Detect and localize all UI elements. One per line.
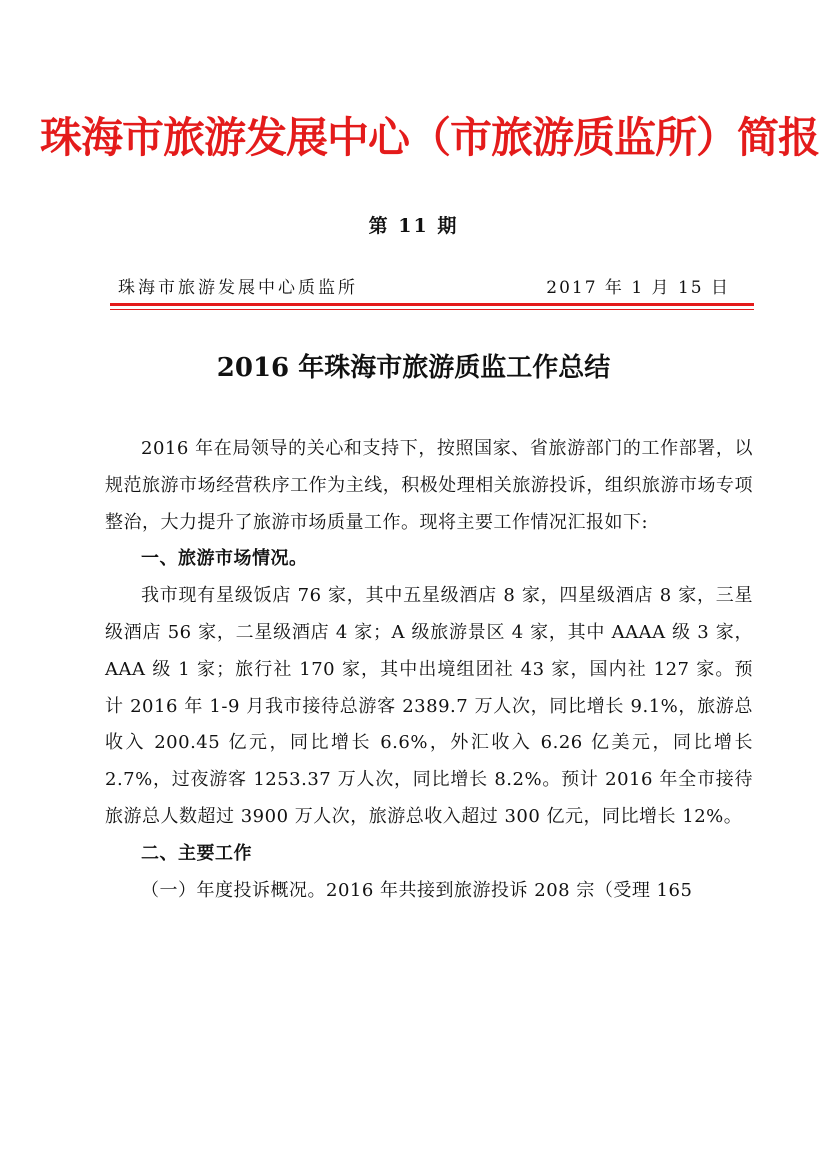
section-heading-market: 一、旅游市场情况。: [141, 548, 308, 570]
issuing-organization: 珠海市旅游发展中心质监所: [118, 278, 358, 298]
issue-date: 2017 年 1 月 15 日: [546, 278, 730, 298]
intro-paragraph: 2016 年在局领导的关心和支持下，按照国家、省旅游部门的工作部署，以规范旅游市场经营秩序工作为主线，积极处理相关旅游投诉，组织旅游市场专项整治，大力提升了旅游市场质量工作。现将主要工作情况汇报如下:: [105, 438, 753, 533]
market-paragraph: 我市现有星级饭店 76 家，其中五星级酒店 8 家，四星级酒店 8 家，三星级酒店 56 家，二星级酒店 4 家；A 级旅游景区 4 家，其中 AAAA 级 3 家，AAA 级 1 家；旅行社 170 家，其中出境组团社 43 家，国内社 127 家。预计 2016 年 1-9 月我市接待总游客 2389.7 万人次，同比增长 9.1%，旅游总收入 200.45 亿元，同比增长 6.6%，外汇收入 6.26 亿美元，同比增长 2.7%，过夜游客 1253.37 万人次，同比增长 8.2%。预计 2016 年全市接待旅游总人数超过 3900 万人次，旅游总收入超过 300 亿元，同比增长 12%。: [105, 585, 753, 827]
header-row: [118, 274, 730, 302]
complaints-paragraph: （一）年度投诉概况。2016 年共接到旅游投诉 208 宗（受理 165: [141, 879, 693, 901]
issue-number: 第 11 期: [368, 215, 459, 237]
document-title: 2016 年珠海市旅游质监工作总结: [216, 353, 611, 383]
masthead-title: 珠海市旅游发展中心（市旅游质监所）简报: [40, 113, 820, 162]
header-rule-thick: [110, 303, 754, 306]
header-rule-thin: [110, 309, 754, 310]
section-heading-work: 二、主要工作: [141, 842, 252, 864]
body-text: [105, 431, 753, 909]
